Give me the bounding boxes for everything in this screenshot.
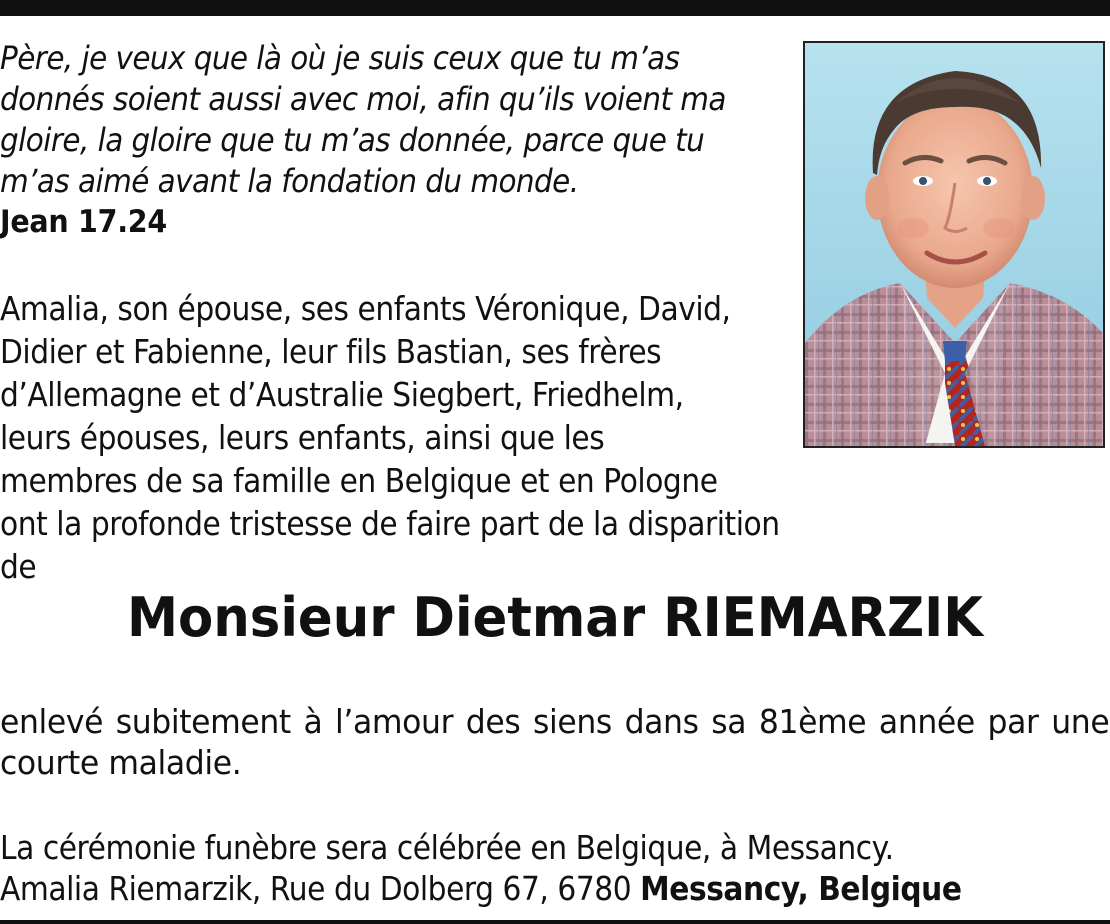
family-announcement: Amalia, son épouse, ses enfants Véronique, David, Didier et Fabienne, leur fils Bastian, ses frères d’Allemagne et d’Australie Siegbert, Friedhelm, leurs épouses, leurs enfants, ainsi que les membres de sa famille en Belgique et en Pologne ont la profonde tristesse de faire part de la disparition de: [0, 289, 780, 586]
top-border-rule: [0, 0, 1110, 16]
bible-verse-reference: Jean 17.24: [0, 204, 167, 240]
death-notice-line-1: enlevé subitement à l’amour des siens dans sa 81ème année par une: [0, 702, 1110, 741]
death-notice-line-2: courte maladie.: [0, 743, 242, 782]
portrait-illustration: [805, 43, 1103, 446]
address-city-country: Messancy, Belgique: [640, 869, 962, 908]
ceremony-line: La cérémonie funèbre sera célébrée en Belgique, à Messancy.: [0, 828, 894, 867]
contact-address: [0, 868, 990, 909]
deceased-name: Monsieur Dietmar RIEMARZIK: [126, 586, 984, 649]
bible-verse: Père, je veux que là où je suis ceux que tu m’as donnés soient aussi avec moi, afin qu’ils voient ma gloire, la gloire que tu m’as donnée, parce que tu m’as aimé avant la fondation du monde.: [0, 39, 726, 200]
death-notice: [0, 701, 1109, 783]
bottom-border-rule: [0, 920, 1110, 924]
ceremony-info: [0, 827, 990, 909]
address-prefix: Amalia Riemarzik, Rue du Dolberg 67, 6780: [0, 869, 641, 908]
portrait-photo: [803, 41, 1105, 448]
